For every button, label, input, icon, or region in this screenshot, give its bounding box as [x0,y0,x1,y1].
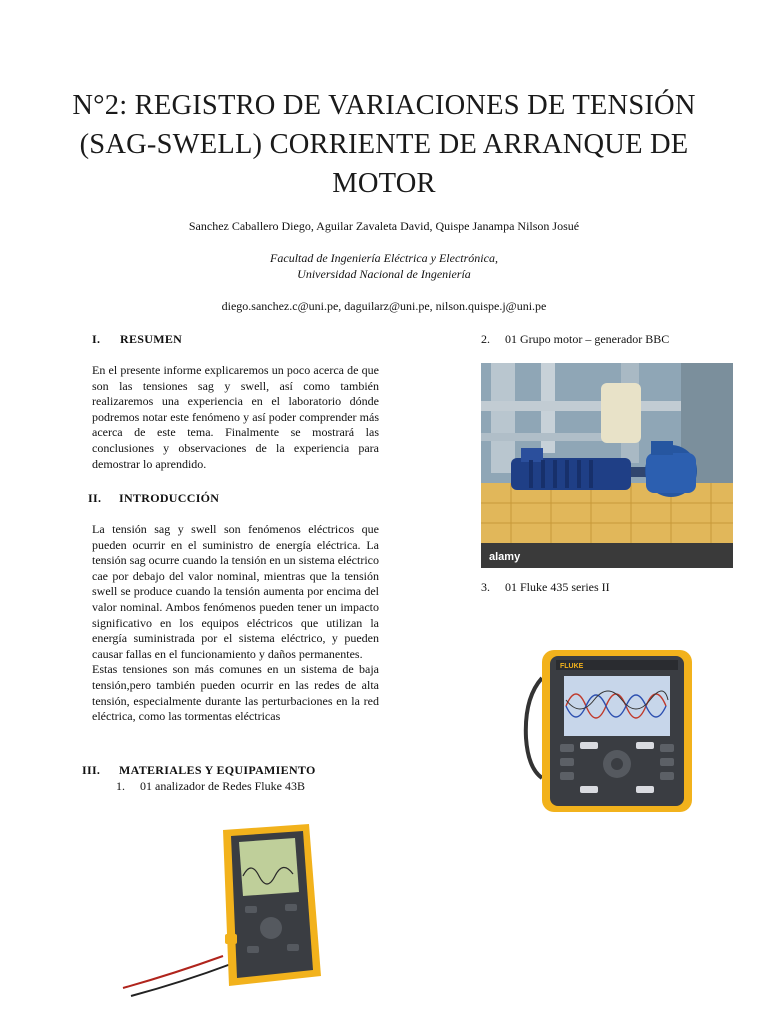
paper-title: N°2: REGISTRO DE VARIACIONES DE TENSIÓN (SAG-SWELL) CORRIENTE DE ARRANQUE DE MOTOR [72,90,696,199]
section-heading-resumen [92,332,182,347]
introduccion-text-1: La tensión sag y swell son fenómenos eléctricos que pueden ocurrir en el suministro de energía eléctrica. La tensión sag ocurre cuando la tensión en un sistema eléctrico cae por debajo del valor nominal, mientras que la tensión swell se produce cuando la tensión aumenta por encima del valor nominal. Ambos fenómenos pueden tener un impacto significativo en los equipos eléctricos que utilizan la energía suministrada por el sistema eléctrico, y pueden causar fallas en el funcionamiento y daños permanentes. [92,522,379,661]
section-title: INTRODUCCIÓN [119,491,220,505]
section-number: II. [88,491,102,505]
item-label: 01 Grupo motor – generador BBC [505,332,670,346]
section-heading-materiales [82,763,316,778]
resumen-text: En el presente informe explicaremos un poco acerca de que son las tensiones sag y swell, así como también realizaremos una experiencia en el laboratorio dónde podremos notar este fenómeno y así poder comprender más acerca de este tema. Finalmente se mostrará las conclusiones y observaciones de la experiencia para demostrar lo aprendido. [92,363,379,471]
affiliation-line-2: Universidad Nacional de Ingeniería [297,267,471,281]
motor-generator-photo [481,363,733,568]
item-number: 3. [481,580,490,594]
section-title: RESUMEN [120,332,183,346]
authors: Sanchez Caballero Diego, Aguilar Zavaleta David, Quispe Janampa Nilson Josué [188,219,580,233]
item-label: 01 analizador de Redes Fluke 43B [140,779,305,793]
materials-item-2 [481,332,669,347]
item-label: 01 Fluke 435 series II [505,580,610,594]
fluke-43b-photo [113,806,345,1014]
materials-item-3 [481,580,610,595]
fluke-435-photo [468,638,750,823]
introduccion-paragraph [92,522,379,725]
item-number: 1. [116,779,125,793]
item-number: 2. [481,332,490,346]
introduccion-text-2: Estas tensiones son más comunes en un sistema de baja tensión,pero también pueden ocurrir en las redes de alta tensión, especialmente durante las perturbaciones en la red eléctrica, como las tormentas eléctricas [92,662,379,724]
affiliation [40,250,728,282]
author-emails: diego.sanchez.c@uni.pe, daguilarz@uni.pe, nilson.quispe.j@uni.pe [221,299,547,313]
photo-watermark: alamy [489,551,521,563]
section-number: I. [92,332,101,346]
resumen-paragraph [92,363,379,472]
section-title: MATERIALES Y EQUIPAMIENTO [119,763,316,777]
affiliation-line-1: Facultad de Ingeniería Eléctrica y Electrónica, [270,251,498,265]
section-number: III. [82,763,101,777]
materials-item-1 [116,779,305,794]
section-heading-introduccion [88,491,219,506]
fluke-brand-label: FLUKE [560,663,584,670]
